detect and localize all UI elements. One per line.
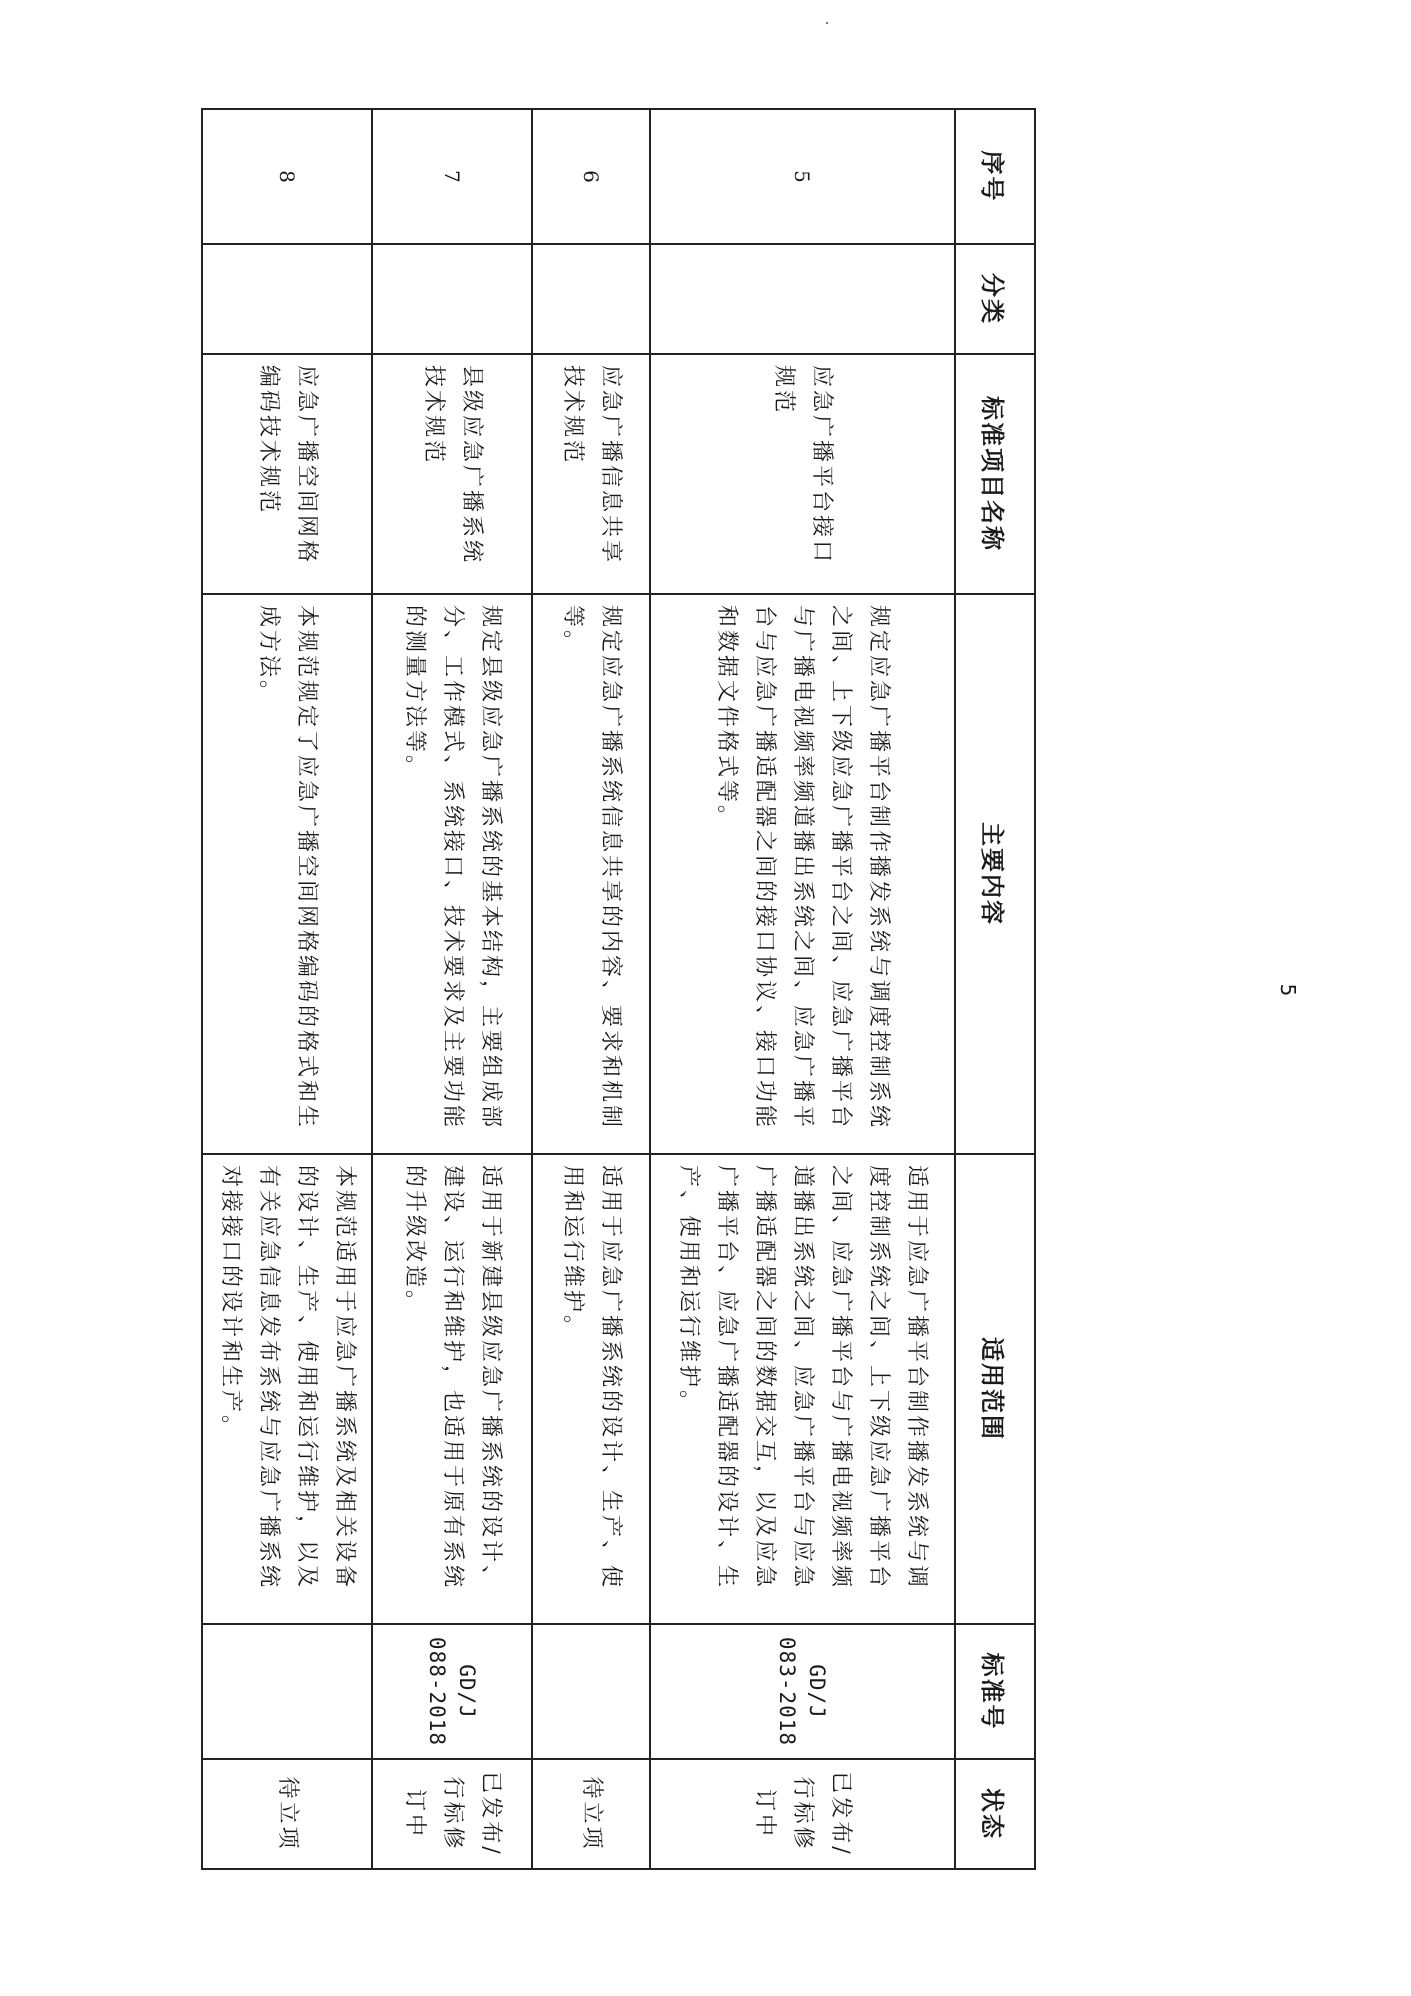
- header-seq: 序号: [955, 109, 1035, 244]
- row-content: 规定应急广播系统信息共享的内容、要求和机制等。: [532, 594, 650, 1154]
- table-row: [532, 109, 650, 1869]
- row-category: [372, 244, 532, 354]
- row-name: 应急广播信息共享技术规范: [532, 354, 650, 594]
- row-seq: 8: [202, 109, 372, 244]
- row-code: GD/J 088-2018: [372, 1624, 532, 1759]
- row-seq: 6: [532, 109, 650, 244]
- standards-table: [201, 108, 1036, 1870]
- row-code: GD/J 083-2018: [650, 1624, 955, 1759]
- table-row: [372, 109, 532, 1869]
- row-content: 本规范规定了应急广播空间网格编码的格式和生成方法。: [202, 594, 372, 1154]
- row-category: [202, 244, 372, 354]
- row-scope: 适用于应急广播系统的设计、生产、使用和运行维护。: [532, 1154, 650, 1624]
- row-scope: 适用于应急广播平台制作播发系统与调度控制系统之间、上下级应急广播平台之间、应急广播平台与广播电视频率频道播出系统之间、应急广播平台与应急广播适配器之间的数据交互，以及应急广播平台、应急广播适配器的设计、生产、使用和运行维护。: [650, 1154, 955, 1624]
- row-status: 已发布/行标修订中: [372, 1759, 532, 1869]
- row-name: 应急广播空间网格编码技术规范: [202, 354, 372, 594]
- row-scope: 本规范适用于应急广播系统及相关设备的设计、生产、使用和运行维护，以及有关应急信息发布系统与应急广播系统对接接口的设计和生产。: [202, 1154, 372, 1624]
- table-row: [650, 109, 955, 1869]
- header-scope: 适用范围: [955, 1154, 1035, 1624]
- row-name: 应急广播平台接口规范: [650, 354, 955, 594]
- row-status: 待立项: [202, 1759, 372, 1869]
- row-content: 规定应急广播平台制作播发系统与调度控制系统之间、上下级应急广播平台之间、应急广播平台与广播电视频率频道播出系统之间、应急广播平台与应急广播适配器之间的接口协议、接口功能和数据文件格式等。: [650, 594, 955, 1154]
- row-seq: 5: [650, 109, 955, 244]
- row-status: 待立项: [532, 1759, 650, 1869]
- header-code: 标准号: [955, 1624, 1035, 1759]
- table-row: [202, 109, 372, 1869]
- row-status: 已发布/行标修订中: [650, 1759, 955, 1869]
- row-code: [532, 1624, 650, 1759]
- row-category: [532, 244, 650, 354]
- rotated-table-container: [211, 108, 1036, 1868]
- row-name: 县级应急广播系统技术规范: [372, 354, 532, 594]
- page-number: 5: [1276, 983, 1300, 997]
- header-content: 主要内容: [955, 594, 1035, 1154]
- row-scope: 适用于新建县级应急广播系统的设计、建设、运行和维护，也适用于原有系统的升级改造。: [372, 1154, 532, 1624]
- row-content: 规定县级应急广播系统的基本结构，主要组成部分、工作模式、系统接口、技术要求及主要功能的测量方法等。: [372, 594, 532, 1154]
- header-status: 状态: [955, 1759, 1035, 1869]
- row-code: [202, 1624, 372, 1759]
- row-category: [650, 244, 955, 354]
- table-header-row: [955, 109, 1035, 1869]
- header-category: 分类: [955, 244, 1035, 354]
- scan-speck: [826, 22, 828, 24]
- row-seq: 7: [372, 109, 532, 244]
- header-name: 标准项目名称: [955, 354, 1035, 594]
